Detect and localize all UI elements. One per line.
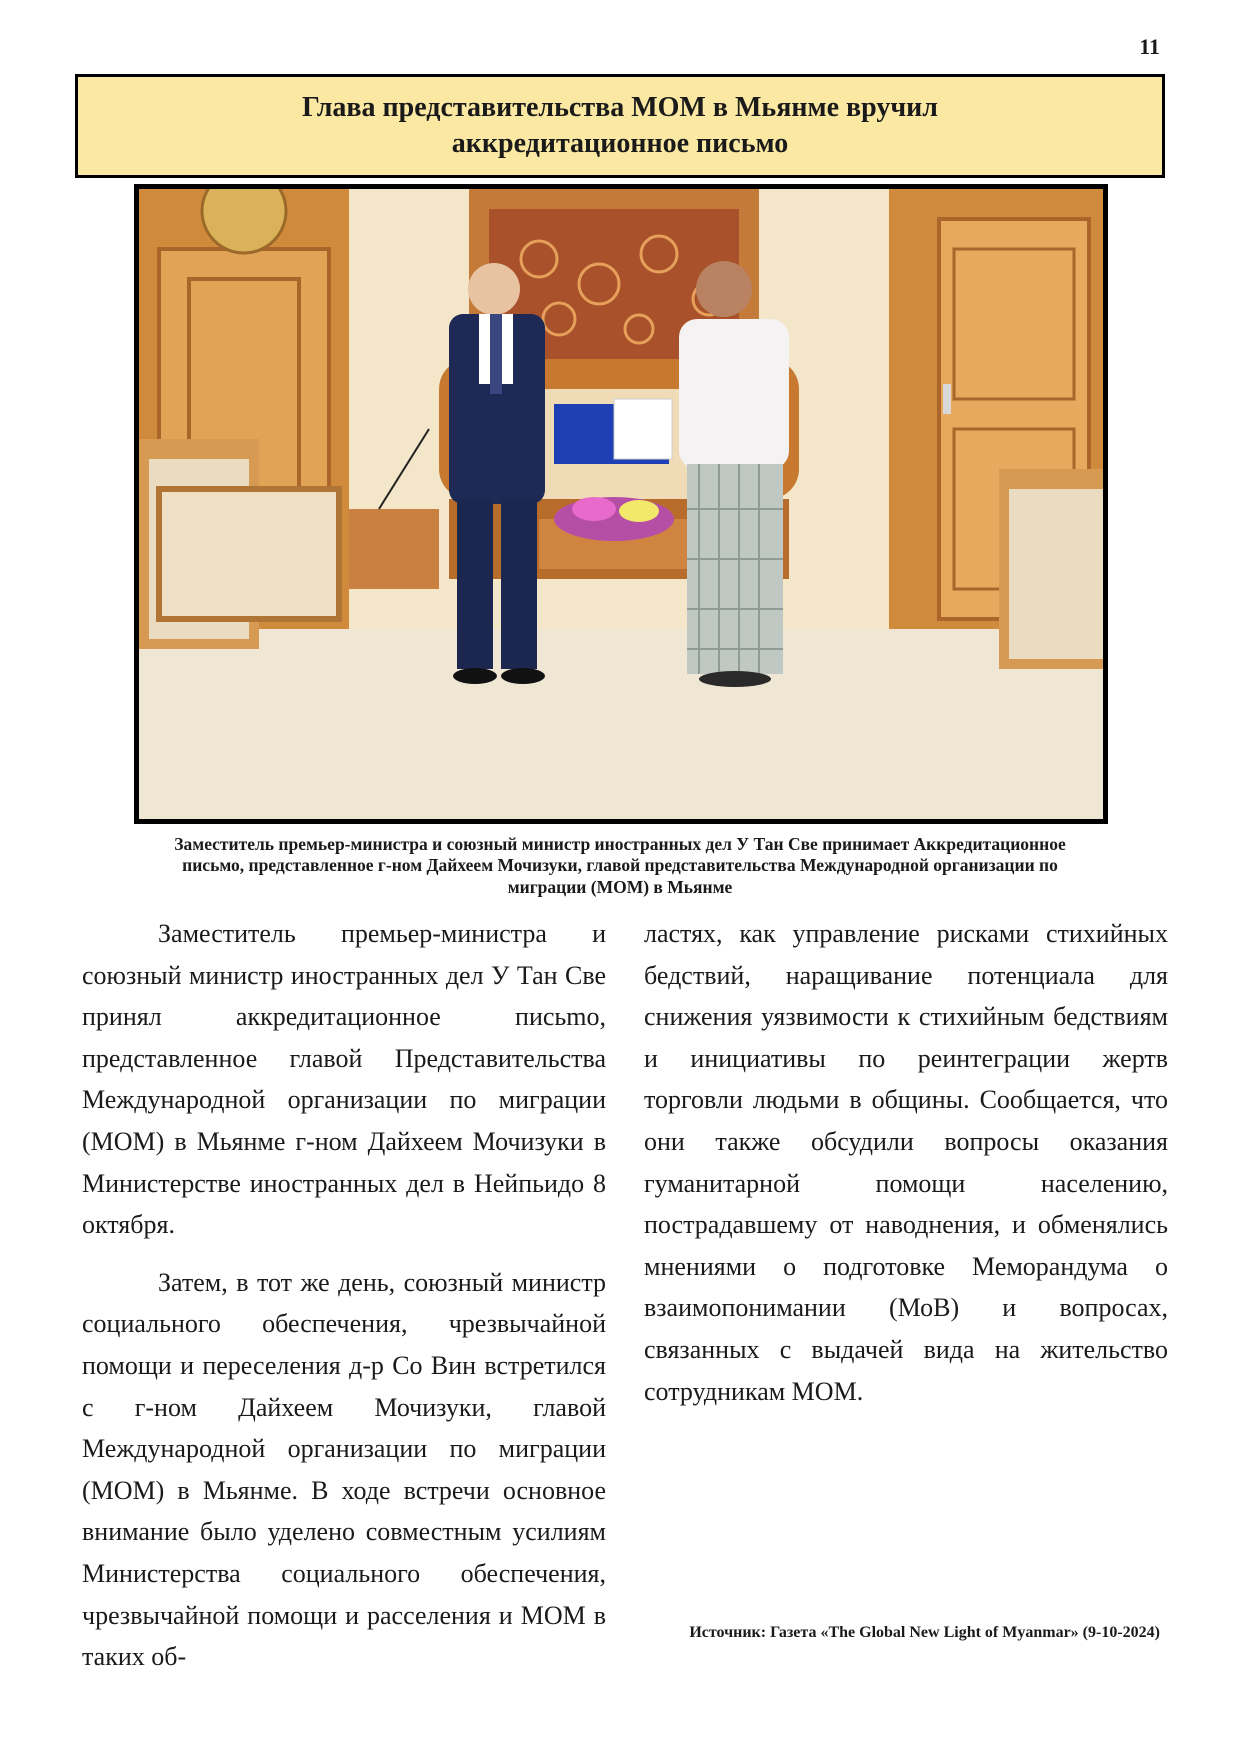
photo-caption [80, 834, 1160, 898]
page-number: 11 [1139, 34, 1160, 59]
article-title-line-1: Глава представительства МОМ в Мьянме вручил [302, 91, 938, 123]
photo-diplomatic-meeting-illustration [139, 189, 1103, 819]
caption-line-2: письмо, представленное г-ном Дайхеем Мочизуки, главой представительства Международной организации по [182, 855, 1058, 876]
article-paragraph-1: Заместитель премьер-министра и союзный министр иностранных дел У Тан Све принял аккредитационное письmo, представленное главой Представительства Международной организации по миграции (МОМ) в Мьянме г-ном Дайхеем Мочизуки в Министерстве иностранных дел в Нейпьидо 8 октября. [82, 919, 606, 1240]
article-column-left [82, 913, 606, 1678]
article-paragraph-2-part-1: Затем, в тот же день, союзный министр социального обеспечения, чрезвычайной помощи и переселения д-р Со Вин встретился с г-ном Дайхеем Мочизуки, главой Международной организации по миграции (МОМ) в Мьянме. В ходе встречи основное внимание было уделено совместным усилиям Министерства социального обеспечения, чрезвычайной помощи и расселения и МОМ в таких об- [82, 1267, 606, 1672]
caption-line-3: миграции (МОМ) в Мьянме [507, 876, 733, 897]
article-paragraph-2-part-2: ластях, как управление рисками стихийных бедствий, наращивание потенциала для снижения уязвимости к стихийным бедствиям и инициативы по реинтеграции жертв торговли людьми в общины. Сообщается, что они также обсудили вопросы оказания гуманитарной помощи населению, пострадавшему от наводнения, и обменялись мнениями о подготовке Меморандума о взаимопонимании (МоВ) и вопросах, связанных с выдачей вида на жительство сотрудникам МОМ. [644, 919, 1168, 1406]
caption-line-1: Заместитель премьер-министра и союзный министр иностранных дел У Тан Све принимает Аккредитационное [174, 834, 1066, 854]
article-column-right [644, 913, 1168, 1412]
source-citation: Источник: Газета «The Global New Light of Myanmar» (9-10-2024) [689, 1624, 1160, 1641]
article-title-box [75, 74, 1165, 178]
article-photo [134, 184, 1108, 824]
article-title-line-2: аккредитационное письмо [451, 128, 789, 159]
